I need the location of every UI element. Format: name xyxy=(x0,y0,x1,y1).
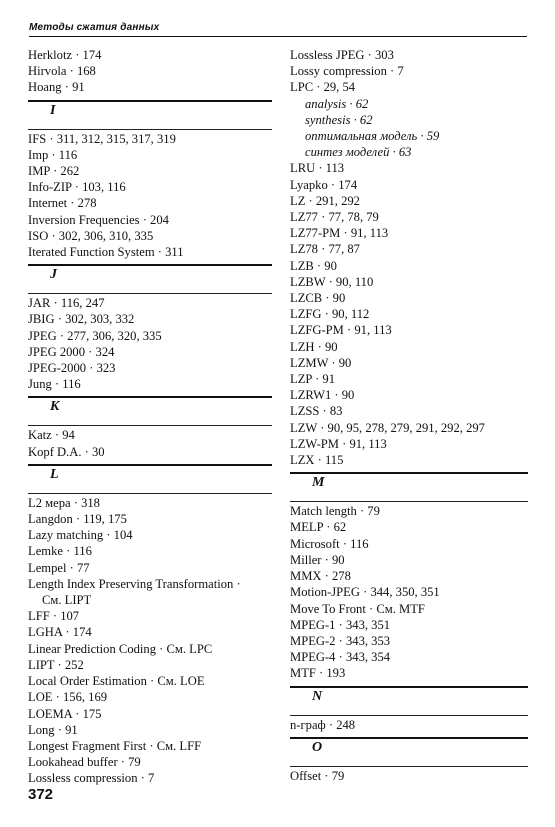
section-letter: J xyxy=(50,267,57,283)
index-entry: L2 мера · 318 xyxy=(28,495,100,510)
index-entry: MPEG-2 · 343, 353 xyxy=(290,633,391,648)
index-entry: LZRW1 · 90 xyxy=(290,388,355,403)
index-entry: Lyapko · 174 xyxy=(290,177,358,192)
section-letter: N xyxy=(312,688,323,704)
index-entry: LZSS · 83 xyxy=(290,404,343,419)
index-entry: Lemke · 116 xyxy=(28,544,92,559)
index-entry: LZB · 90 xyxy=(290,258,337,273)
index-entry: IFS · 311, 312, 315, 317, 319 xyxy=(28,131,176,146)
index-entry: Internet · 278 xyxy=(28,196,97,211)
index-entry: Imp · 116 xyxy=(28,147,78,162)
index-entry: LZX · 115 xyxy=(290,453,344,468)
index-entry: MELP · 62 xyxy=(290,520,347,535)
index-entry: LZW · 90, 95, 278, 279, 291, 292, 297 xyxy=(290,420,485,435)
index-entry: Iterated Function System · 311 xyxy=(28,245,184,260)
index-entry: LOE · 156, 169 xyxy=(28,690,108,705)
index-subentry: analysis · 62 xyxy=(305,96,369,111)
index-entry: Hirvola · 168 xyxy=(28,64,96,79)
section-heading xyxy=(28,264,272,294)
section-letter: M xyxy=(312,475,325,491)
section-rule xyxy=(290,501,528,502)
running-header xyxy=(29,22,527,37)
index-entry: JBIG · 302, 303, 332 xyxy=(28,312,135,327)
index-entry: LFF · 107 xyxy=(28,609,80,624)
index-entry: Local Order Estimation · См. LOE xyxy=(28,674,205,689)
index-entry: IMP · 262 xyxy=(28,164,80,179)
index-entry: LZFG-PM · 91, 113 xyxy=(290,323,392,338)
index-entry: Longest Fragment First · См. LFF xyxy=(28,738,202,753)
index-entry: Offset · 79 xyxy=(290,768,345,783)
index-entry: Microsoft · 116 xyxy=(290,536,369,551)
index-entry: LZ77-PM · 91, 113 xyxy=(290,226,389,241)
running-header-title: Методы сжатия данных xyxy=(29,22,160,33)
index-entry: LOEMA · 175 xyxy=(28,706,102,721)
index-entry: Jung · 116 xyxy=(28,377,81,392)
section-heading xyxy=(28,396,272,426)
index-entry: Herklotz · 174 xyxy=(28,48,102,62)
index-entry: Inversion Frequencies · 204 xyxy=(28,212,169,227)
section-letter: O xyxy=(312,739,323,755)
index-column-left xyxy=(28,47,270,787)
index-entry: ISO · 302, 306, 310, 335 xyxy=(28,228,154,243)
index-entry: MPEG-4 · 343, 354 xyxy=(290,650,391,665)
index-entry: LZ77 · 77, 78, 79 xyxy=(290,210,379,225)
index-entry: Move To Front · См. MTF xyxy=(290,601,425,616)
section-rule xyxy=(28,493,272,494)
index-entry: LPC · 29, 54 xyxy=(290,80,356,95)
index-entry: LZP · 91 xyxy=(290,372,336,387)
index-entry: LZH · 90 xyxy=(290,339,338,354)
index-entry: Match length · 79 xyxy=(290,504,380,519)
index-entry: MPEG-1 · 343, 351 xyxy=(290,617,391,632)
index-column-right xyxy=(290,47,532,784)
index-entry: Langdon · 119, 175 xyxy=(28,512,127,527)
index-entry: Motion-JPEG · 344, 350, 351 xyxy=(290,585,440,600)
index-entry: Lookahead buffer · 79 xyxy=(28,755,141,770)
index-entry: MMX · 278 xyxy=(290,569,351,584)
section-heading xyxy=(290,737,528,767)
index-subentry: оптимальная модель · 59 xyxy=(305,129,440,144)
index-entry: LGHA · 174 xyxy=(28,625,92,640)
index-subentry: synthesis · 62 xyxy=(305,112,373,127)
section-letter: K xyxy=(50,399,60,415)
section-letter: L xyxy=(50,466,59,482)
index-entry: LZCB · 90 xyxy=(290,291,346,306)
index-entry: Lossy compression · 7 xyxy=(290,64,404,79)
index-entry: Lossless JPEG · 303 xyxy=(290,48,394,62)
section-rule xyxy=(28,293,272,294)
index-entry: LRU · 113 xyxy=(290,161,345,176)
index-entry: JPEG · 277, 306, 320, 335 xyxy=(28,328,162,343)
index-entry: LZBW · 90, 110 xyxy=(290,274,374,289)
index-entry: Katz · 94 xyxy=(28,428,75,443)
index-entry: JPEG-2000 · 323 xyxy=(28,361,116,376)
section-letter: I xyxy=(50,102,56,118)
index-entry: LZMW · 90 xyxy=(290,355,352,370)
section-rule xyxy=(290,715,528,716)
index-entry: LIPT · 252 xyxy=(28,657,84,672)
index-entry: Lempel · 77 xyxy=(28,560,90,575)
index-entry: Linear Prediction Coding · См. LPC xyxy=(28,641,213,656)
index-entry: Lossless compression · 7 xyxy=(28,771,155,786)
index-entry: LZ78 · 77, 87 xyxy=(290,242,360,257)
index-entry: Miller · 90 xyxy=(290,552,345,567)
section-rule xyxy=(290,766,528,767)
section-heading xyxy=(28,464,272,494)
index-entry: LZW-PM · 91, 113 xyxy=(290,436,387,451)
index-entry: Lazy matching · 104 xyxy=(28,528,133,543)
section-heading xyxy=(290,472,528,502)
index-entry: JPEG 2000 · 324 xyxy=(28,344,115,359)
index-entry: Length Index Preserving Transformation · xyxy=(28,576,241,591)
section-rule xyxy=(28,129,272,130)
index-entry: LZ · 291, 292 xyxy=(290,193,360,208)
section-rule xyxy=(28,425,272,426)
index-entry: MTF · 193 xyxy=(290,666,346,681)
index-entry: LZFG · 90, 112 xyxy=(290,307,370,322)
page-number: 372 xyxy=(28,786,54,803)
index-subentry: синтез моделей · 63 xyxy=(305,145,412,160)
index-entry-continuation: См. LIPT xyxy=(42,593,92,608)
index-entry: Info-ZIP · 103, 116 xyxy=(28,180,126,195)
index-entry: n-граф · 248 xyxy=(290,717,356,732)
index-entry: Kopf D.A. · 30 xyxy=(28,444,105,459)
index-entry: JAR · 116, 247 xyxy=(28,296,105,311)
section-heading xyxy=(290,686,528,716)
index-entry: Long · 91 xyxy=(28,722,78,737)
index-entry: Hoang · 91 xyxy=(28,80,85,95)
section-heading xyxy=(28,100,272,130)
